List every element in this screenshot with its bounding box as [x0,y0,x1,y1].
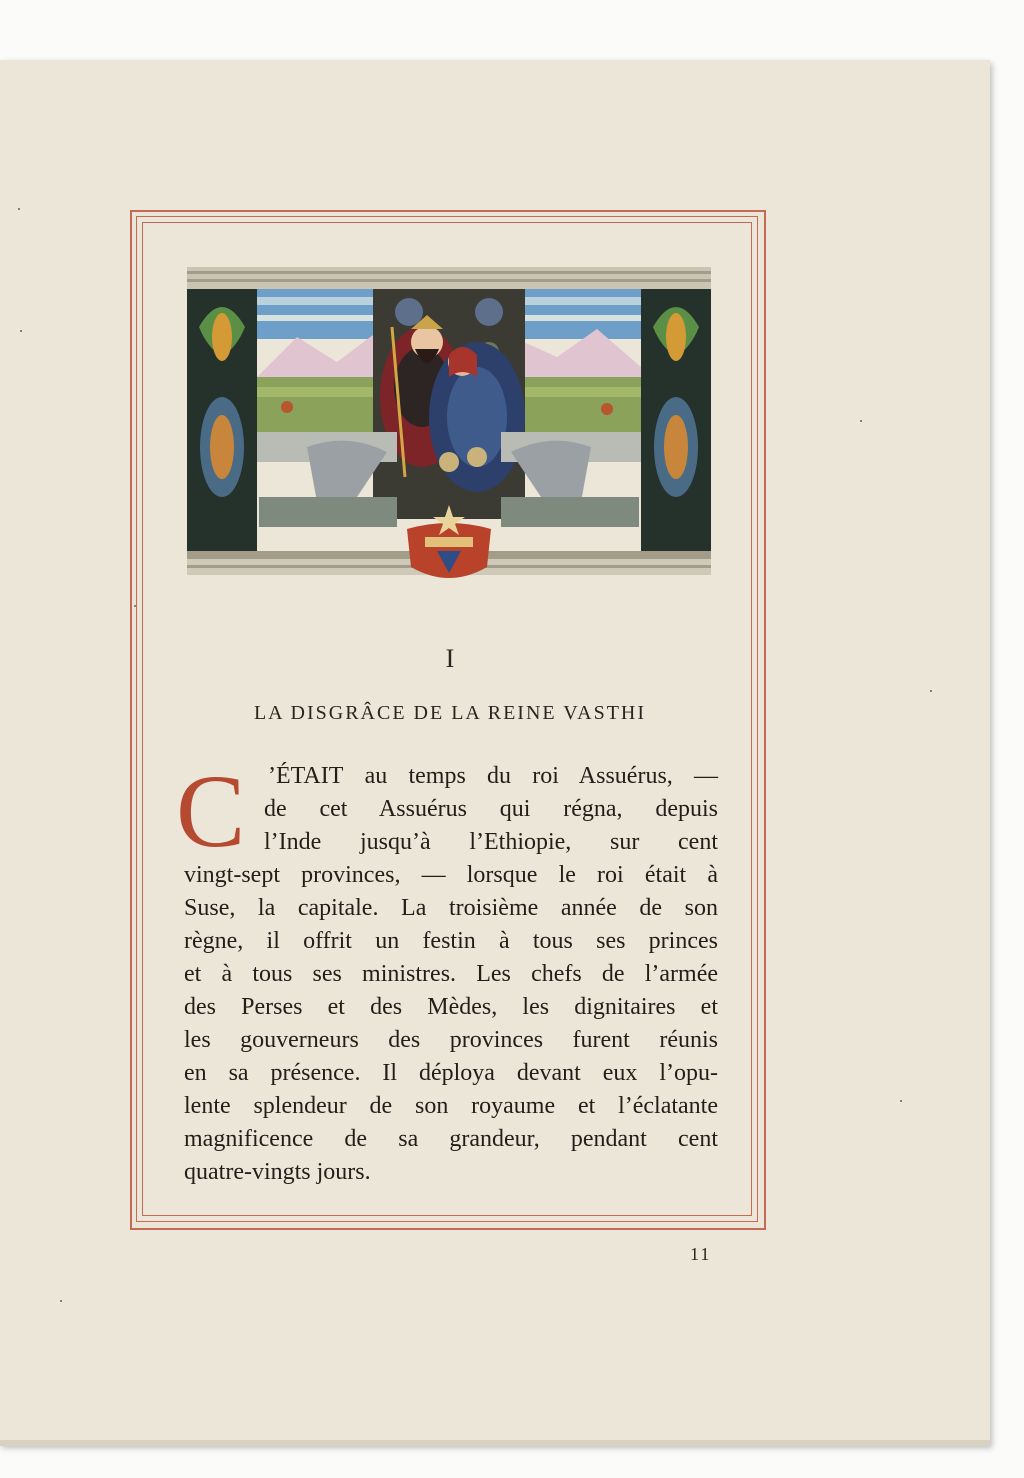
body-line-rest: au temps du roi Assuérus, — [343,763,718,789]
paper-speck [18,208,20,210]
body-line: en sa présence. Il déploya devant eux l’opu- [184,1060,718,1086]
paper-speck [60,1300,62,1302]
page-number: 11 [690,1244,712,1264]
body-line [268,760,718,792]
chapter-illustration [187,267,711,587]
paper-speck [20,330,22,332]
opening-word: ’ÉTAIT [268,763,344,789]
page-edge [0,1440,990,1446]
body-line: de cet Assuérus qui régna, depuis [264,796,718,822]
body-line: règne, il offrit un festin à tous ses princes [184,928,718,954]
body-line: quatre-vingts jours. [184,1159,371,1185]
chapter-title: LA DISGRÂCE DE LA REINE VASTHI [253,702,647,724]
body-line: et à tous ses ministres. Les chefs de l’armée [184,961,718,987]
body-line: les gouverneurs des provinces furent réunis [184,1027,718,1053]
king-and-queen-enthroned-icon [187,267,711,587]
paper-speck [860,420,862,422]
body-line: des Perses et des Mèdes, les dignitaires et [184,994,718,1020]
body-line: l’Inde jusqu’à l’Ethiopie, sur cent [264,829,718,855]
drop-cap: C [176,754,246,869]
paper-speck [900,1100,902,1102]
chapter-number: I [445,644,455,673]
paper-speck [930,690,932,692]
body-line: vingt-sept provinces, — lorsque le roi était à [184,862,718,888]
body-line: Suse, la capitale. La troisième année de son [184,895,718,921]
body-line: lente splendeur de son royaume et l’éclatante [184,1093,718,1119]
body-line: magnificence de sa grandeur, pendant cent [184,1126,718,1152]
